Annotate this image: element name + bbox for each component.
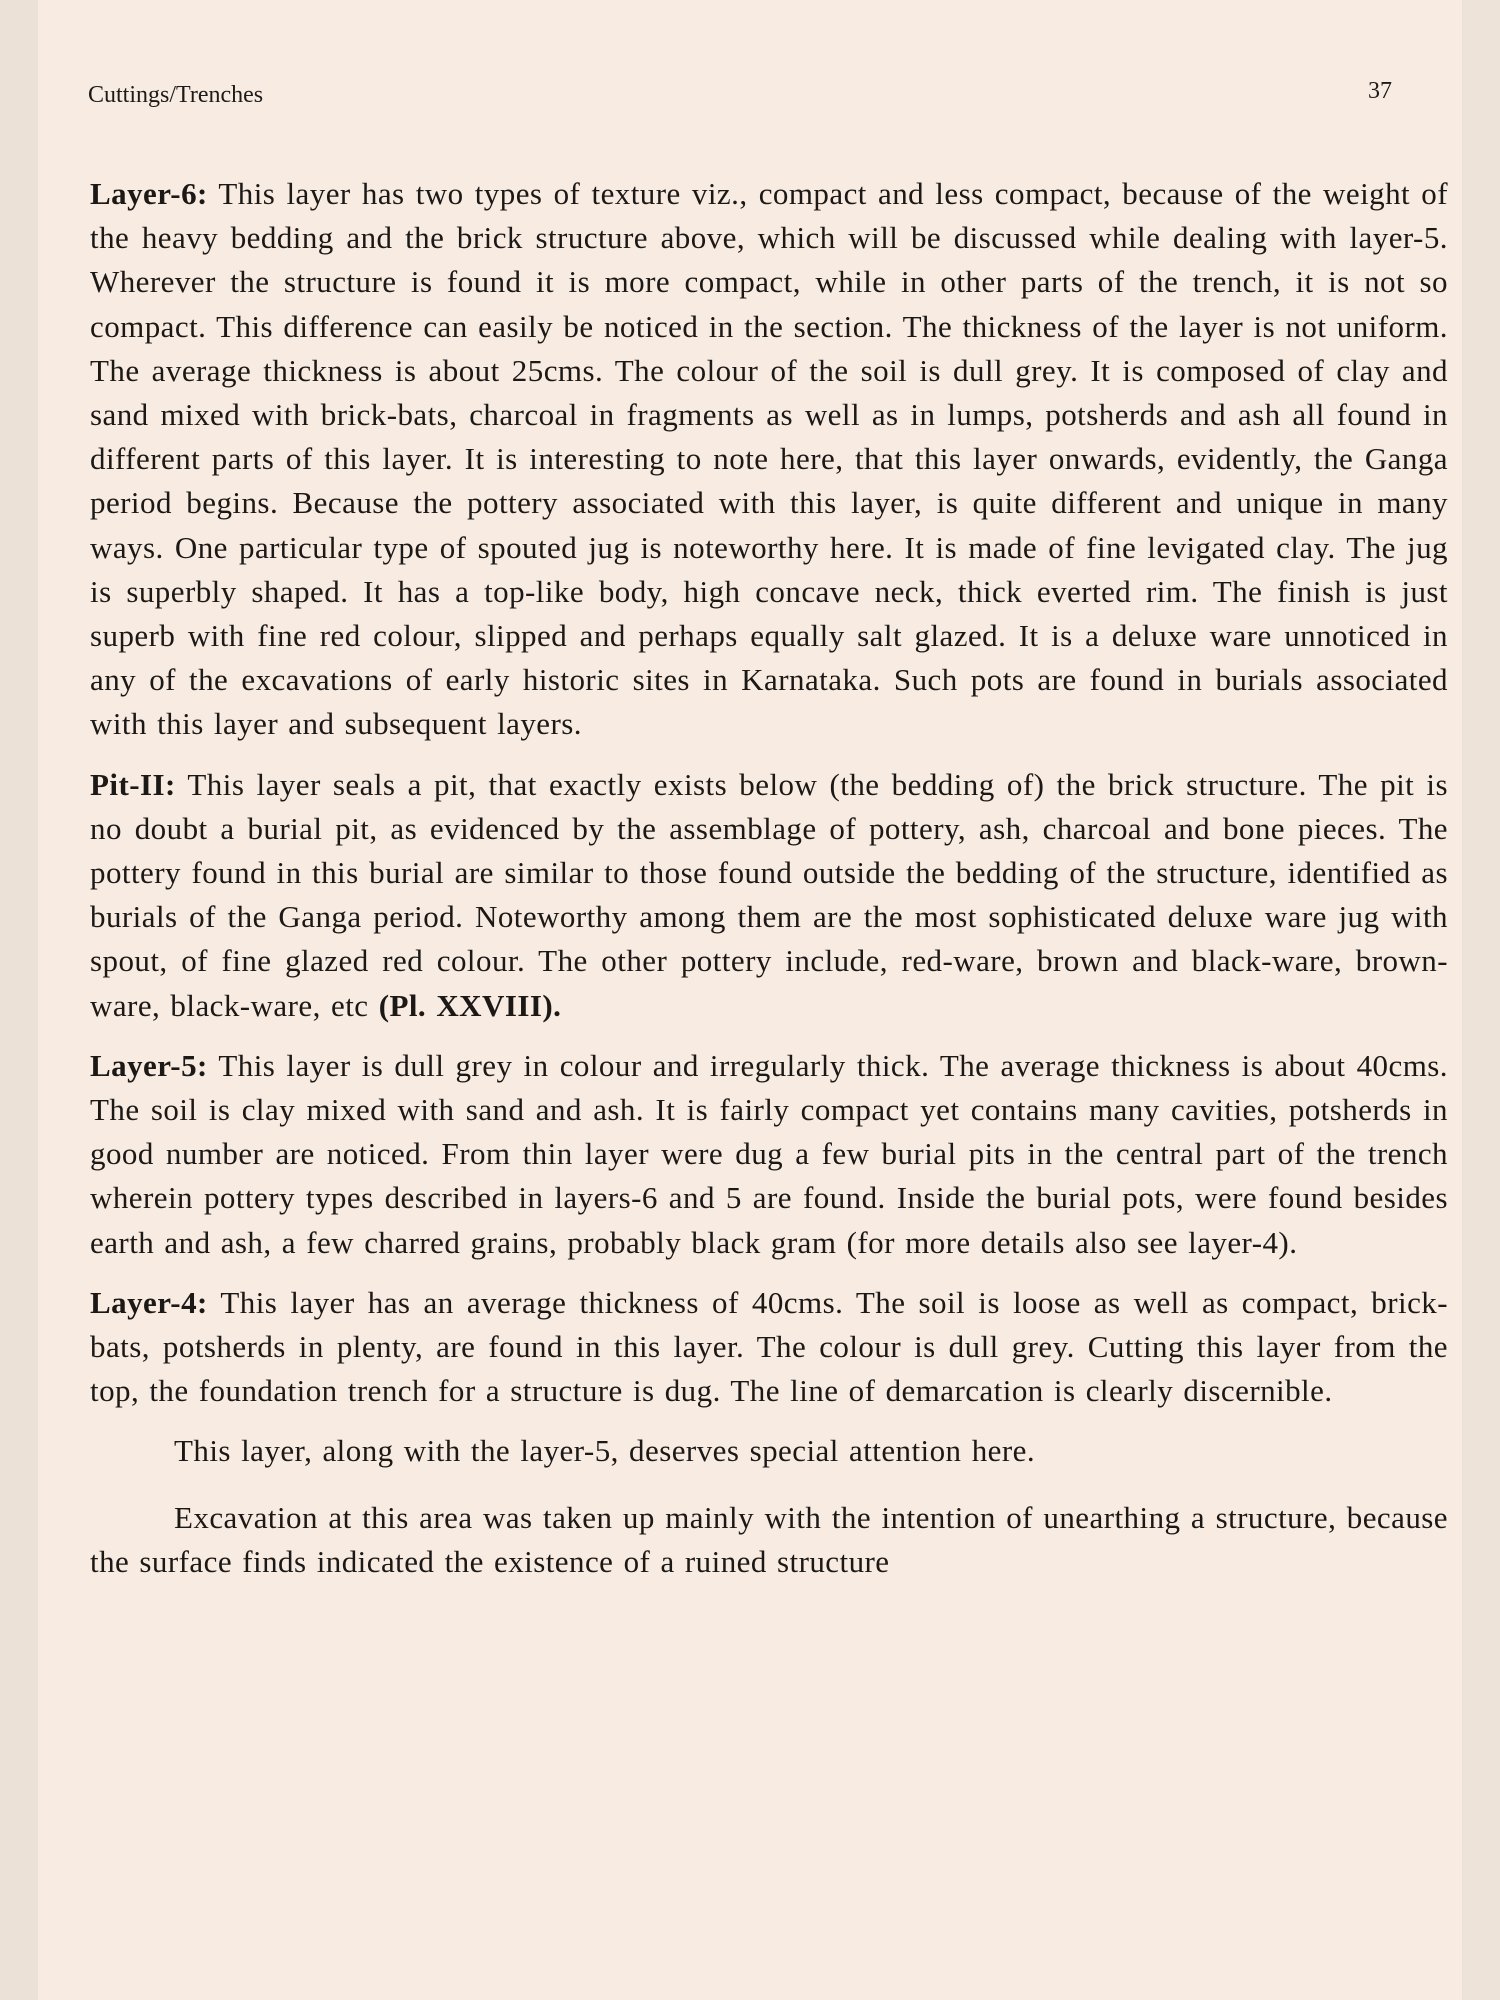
paragraph-excavation [90,1496,1448,1584]
running-head: Cuttings/Trenches [88,82,264,108]
scan-left-margin [0,0,38,2000]
page-number: 37 [1368,78,1392,104]
scan-right-margin [1462,0,1500,2000]
paragraph-label: Pit-II: [90,766,176,802]
paragraph-layer-4 [90,1281,1448,1414]
paragraph-text: This layer has two types of texture viz., compact and less compact, because of the weight of the heavy bedding and the brick structure above, which will be discussed while dealing with layer-5. Wherever the structure is found it is more compact, while in other parts of the trench, it is not so compact. This difference can easily be noticed in the section. The thickness of the layer is not uniform. The average thickness is about 25cms. The colour of the soil is dull grey. It is composed of clay and sand mixed with brick-bats, charcoal in fragments as well as in lumps, potsherds and ash all found in different parts of this layer. It is interesting to note here, that this layer onwards, evidently, the Ganga period begins. Because the pottery associated with this layer, is quite different and unique in many ways. One particular type of spouted jug is noteworthy here. It is made of fine levigated clay. The jug is superbly shaped. It has a top-like body, high concave neck, thick everted rim. The finish is just superb with fine red colour, slipped and perhaps equally salt glazed. It is a deluxe ware unnoticed in any of the excavations of early historic sites in Karnataka. Such pots are found in burials associated with this layer and subsequent layers. [90,176,1448,742]
plate-reference: (Pl. XXVIII). [378,987,562,1023]
paragraph-label: Layer-4: [90,1284,208,1320]
paragraph-layer-6 [90,172,1448,747]
paragraph-text: This layer seals a pit, that exactly exists below (the bedding of) the brick structure. The pit is no doubt a burial pit, as evidenced by the assemblage of pottery, ash, charcoal and bone pieces. The pottery found in this burial are similar to those found outside the bedding of the structure, identified as burials of the Ganga period. Noteworthy among them are the most sophisticated deluxe ware jug with spout, of fine glazed red colour. The other pottery include, red-ware, brown and black-ware, brown-ware, black-ware, etc [90,766,1448,1023]
paragraph-special-attention [90,1429,1448,1473]
paragraph-text: This layer has an average thickness of 40cms. The soil is loose as well as compact, brick-bats, potsherds in plenty, are found in this layer. The colour is dull grey. Cutting this layer from the top, the foundation trench for a structure is dug. The line of demarcation is clearly discernible. [90,1284,1448,1409]
paragraph-text: Excavation at this area was taken up mainly with the intention of unearthing a structure, because the surface finds indicated the existence of a ruined structure [90,1499,1448,1579]
paragraph-label: Layer-5: [90,1047,208,1083]
paragraph-text: This layer is dull grey in colour and irregularly thick. The average thickness is about 40cms. The soil is clay mixed with sand and ash. It is fairly compact yet contains many cavities, potsherds in good number are noticed. From thin layer were dug a few burial pits in the central part of the trench wherein pottery types described in layers-6 and 5 are found. Inside the burial pots, were found besides earth and ash, a few charred grains, probably black gram (for more details also see layer-4). [90,1047,1448,1260]
book-page [38,0,1462,2000]
paragraph-layer-5 [90,1044,1448,1265]
body-text [90,172,1448,1606]
paragraph-pit-ii [90,763,1448,1028]
paragraph-label: Layer-6: [90,176,208,211]
paragraph-text: This layer, along with the layer-5, deserves special attention here. [174,1433,1036,1469]
